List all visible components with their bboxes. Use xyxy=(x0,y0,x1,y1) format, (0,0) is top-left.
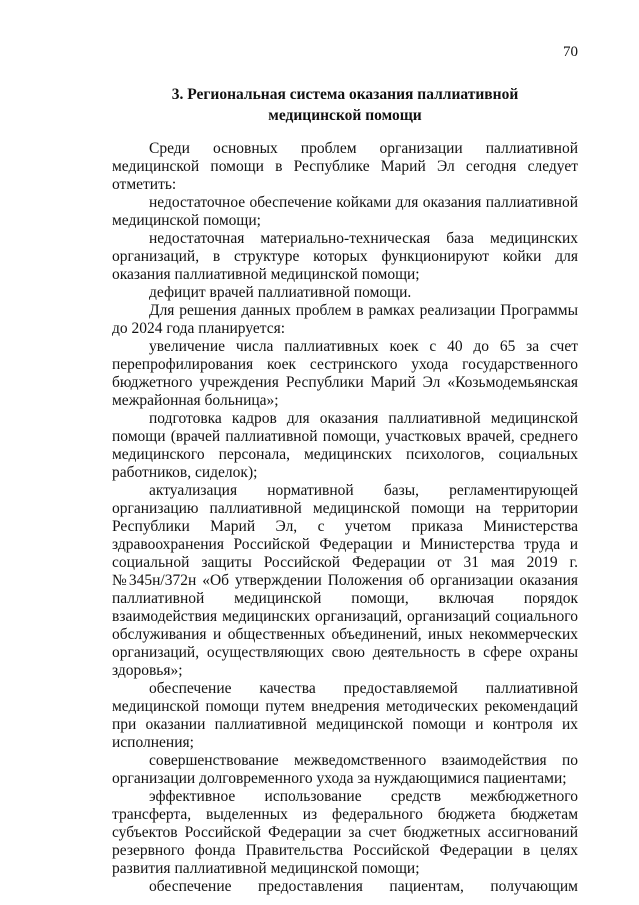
paragraph-plan-provision: обеспечение предоставления пациентам, получающим xyxy=(149,878,578,895)
page-number: 70 xyxy=(563,44,578,60)
paragraph-plan-beds: увеличение числа паллиативных коек с 40 до 65 за счет перепрофилирования коек сестринского ухода государственного бюджетного учреждения Республики Марий Эл «Козьмодемьянская межрайонная больница»; xyxy=(112,338,578,409)
paragraph-plan-intro: Для решения данных проблем в рамках реализации Программы до 2024 года планируется: xyxy=(112,302,578,337)
section-title xyxy=(100,84,590,126)
section-title-line-2: медицинской помощи xyxy=(268,107,422,124)
paragraph-intro: Среди основных проблем организации паллиативной медицинской помощи в Республике Марий Эл сегодня следует отметить: xyxy=(112,140,578,193)
paragraph-problem-equipment: недостаточная материально-техническая база медицинских организаций, в структуре которых функционируют койки для оказания паллиативной медицинской помощи; xyxy=(112,230,578,283)
paragraph-plan-funding: эффективное использование средств межбюджетного трансферта, выделенных из федерального бюджета бюджетам субъектов Российской Федерации за счет бюджетных ассигнований резервного фонда Правительства Российской Федерации в целях развития паллиативной медицинской помощи; xyxy=(112,788,578,877)
paragraph-plan-interagency: совершенствование межведомственного взаимодействия по организации долговременного ухода за нуждающимися пациентами; xyxy=(112,752,578,787)
section-title-line-1: 3. Региональная система оказания паллиативной xyxy=(171,86,519,103)
paragraph-plan-regulation: актуализация нормативной базы, регламентирующей организацию паллиативной медицинской помощи на территории Республики Марий Эл, с учетом приказа Министерства здравоохранения Российской Федерации и Министерства труда и социальной защиты Российской Федерации от 31 мая 2019 г. №345н/372н «Об утверждении Положения об организации оказания паллиативной медицинской помощи, включая порядок взаимодействия медицинских организаций, организаций социального обслуживания и общественных объединений, иных некоммерческих организаций, осуществляющих свою деятельность в сфере охраны здоровья»; xyxy=(112,482,578,679)
body-text xyxy=(112,140,578,896)
paragraph-plan-quality: обеспечение качества предоставляемой паллиативной медицинской помощи путем внедрения методических рекомендаций при оказании паллиативной медицинской помощи и контроля их исполнения; xyxy=(112,680,578,751)
paragraph-plan-training: подготовка кадров для оказания паллиативной медицинской помощи (врачей паллиативной помощи, участковых врачей, среднего медицинского персонала, медицинских психологов, социальных работников, сиделок); xyxy=(112,410,578,481)
paragraph-problem-doctors: дефицит врачей паллиативной помощи. xyxy=(149,284,412,301)
paragraph-problem-beds: недостаточное обеспечение койками для оказания паллиативной медицинской помощи; xyxy=(112,194,578,229)
